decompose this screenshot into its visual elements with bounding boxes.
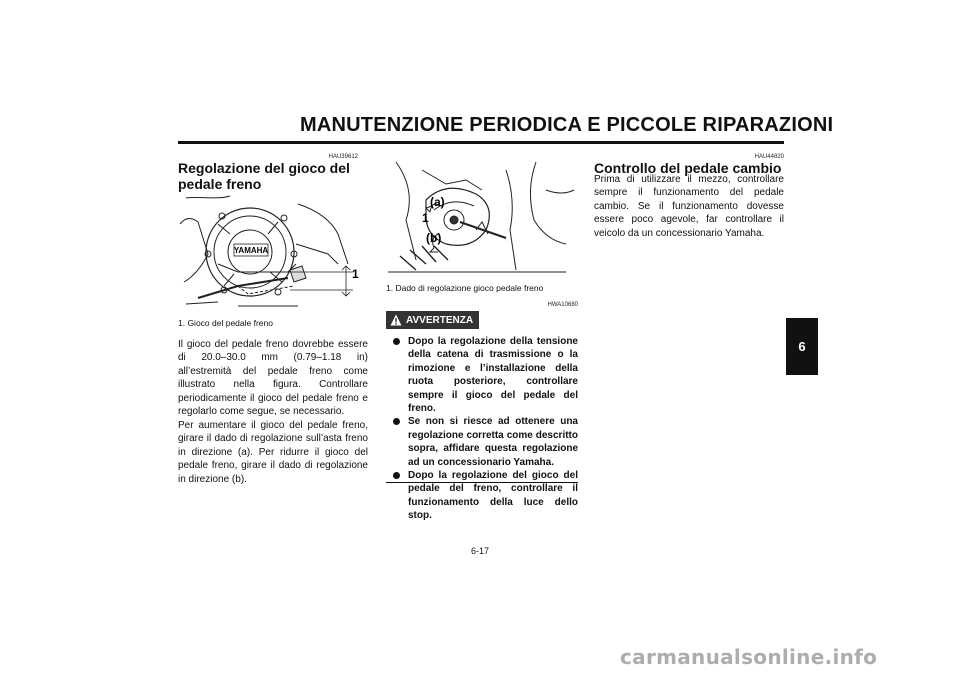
paragraph-brake-play: Il gioco del pedale freno dovrebbe essere di 20.0–30.0 mm (0.79–1.18 in) all’estremità del pedale freno come illustrato nella figura. Controllare periodicamente il gioco del pedale freno e regolarlo come segue, se necessario. <box>178 339 368 418</box>
brake-pedal-illustration <box>178 194 368 312</box>
section-heading-shift-pedal: Controllo del pedale cambio <box>594 160 782 176</box>
warning-title: AVVERTENZA <box>406 314 474 326</box>
section-code: HAU39612 <box>328 154 358 160</box>
warning-item: Se non si riesce ad ottenere una regolazione corretta come descritto sopra, affidare questa regolazione ad un concessionario Yamaha. <box>386 415 578 469</box>
page-number: 6-17 <box>470 546 489 556</box>
figure-caption-left: 1. Gioco del pedale freno <box>178 318 273 328</box>
warning-list <box>386 335 578 523</box>
figure-label-b: (b) <box>426 231 442 245</box>
warning-box <box>386 311 578 523</box>
warning-title-badge <box>386 311 479 329</box>
paragraph-brake-adjust: Per aumentare il gioco del pedale freno, girare il dado di regolazione sull’asta freno in direzione (a). Per ridurre il gioco del pedale freno, girare il dado di regolazione in direzione (b). <box>178 420 368 485</box>
header-rule <box>178 141 784 144</box>
chapter-tab: 6 <box>786 318 818 375</box>
figure-label-a: (a) <box>430 195 445 209</box>
bullet-icon <box>393 338 400 345</box>
bullet-icon <box>393 418 400 425</box>
warning-item: Dopo la regolazione della tensione della catena di trasmissione o la rimozione e l’installazione della ruota posteriore, controllare sempre il gioco del pedale del freno. <box>386 335 578 415</box>
brake-pedal-figure <box>178 194 368 312</box>
paragraph-shift-pedal: Prima di utilizzare il mezzo, controllare sempre il funzionamento del pedale cambio. Se il funzionamento dovesse essere poco agevole, far controllare il veicolo da un concessionario Yamaha. <box>594 174 784 239</box>
warning-item: Dopo la regolazione del gioco del pedale del freno, controllare il funzionamento della luce dello stop. <box>386 469 578 523</box>
section-code-right: HAU44820 <box>754 154 784 160</box>
page-header-title: MANUTENZIONE PERIODICA E PICCOLE RIPARAZIONI <box>300 114 834 136</box>
figure-brand: YAMAHA <box>233 246 269 255</box>
section-heading-brake-pedal: Regolazione del gioco del pedale freno <box>178 160 350 192</box>
watermark: carmanualsonline.info <box>620 645 878 669</box>
warning-code: HWA10680 <box>547 302 578 308</box>
figure-caption-middle: 1. Dado di regolazione gioco pedale freno <box>386 283 544 293</box>
figure-label-1-middle: 1 <box>422 211 429 225</box>
warning-triangle-icon <box>390 314 402 326</box>
adjusting-nut-illustration <box>386 160 578 276</box>
adjusting-nut-figure <box>386 160 578 276</box>
warning-bottom-rule <box>386 482 578 483</box>
figure-label-1: 1 <box>352 267 359 281</box>
bullet-icon <box>393 472 400 479</box>
